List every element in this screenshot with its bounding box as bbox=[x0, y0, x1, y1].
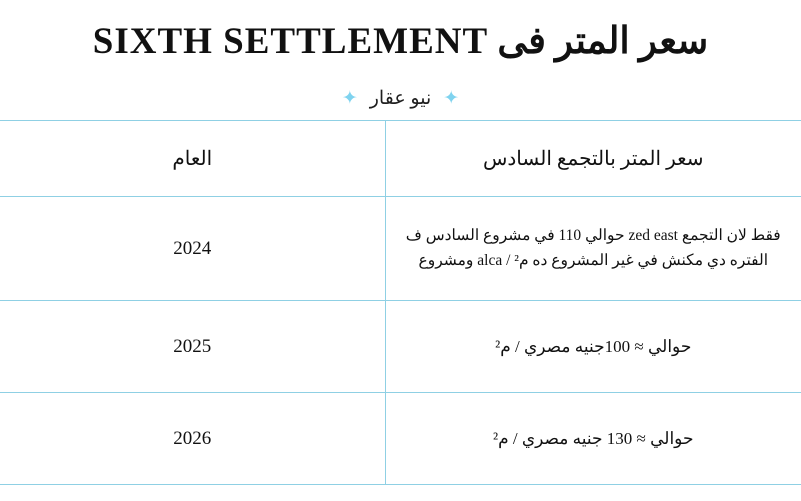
year-cell-2026: 2026 bbox=[0, 393, 385, 485]
page-title bbox=[93, 19, 708, 63]
sparkle-icon-left: ✦ bbox=[443, 87, 460, 109]
brand-subtitle bbox=[0, 76, 801, 120]
page-header bbox=[0, 0, 801, 76]
price-cell-2024: فقط لان التجمع zed east حوالي 110 في مشروع السادس ف الفتره دي مكنش في غير المشروع ده م² / alca ومشروع bbox=[385, 197, 801, 301]
brand-name: نيو عقار bbox=[369, 87, 432, 109]
price-cell-2025: حوالي ≈ 100جنيه مصري / م² bbox=[385, 301, 801, 393]
price-table-wrapper bbox=[0, 120, 801, 485]
column-header-year: العام bbox=[0, 121, 385, 197]
table-header-row bbox=[0, 121, 801, 197]
column-header-price: سعر المتر بالتجمع السادس bbox=[385, 121, 801, 197]
table-row bbox=[0, 301, 801, 393]
year-cell-2024: 2024 bbox=[0, 197, 385, 301]
page-title-latin: SIXTH SETTLEMENT bbox=[92, 21, 489, 62]
table-row bbox=[0, 197, 801, 301]
page-title-arabic: سعر المتر فى bbox=[497, 21, 709, 62]
price-cell-2026: حوالي ≈ 130 جنيه مصري / م² bbox=[385, 393, 801, 485]
price-table bbox=[0, 120, 801, 485]
year-cell-2025: 2025 bbox=[0, 301, 385, 393]
sparkle-icon-right: ✦ bbox=[341, 87, 358, 109]
table-row bbox=[0, 393, 801, 485]
